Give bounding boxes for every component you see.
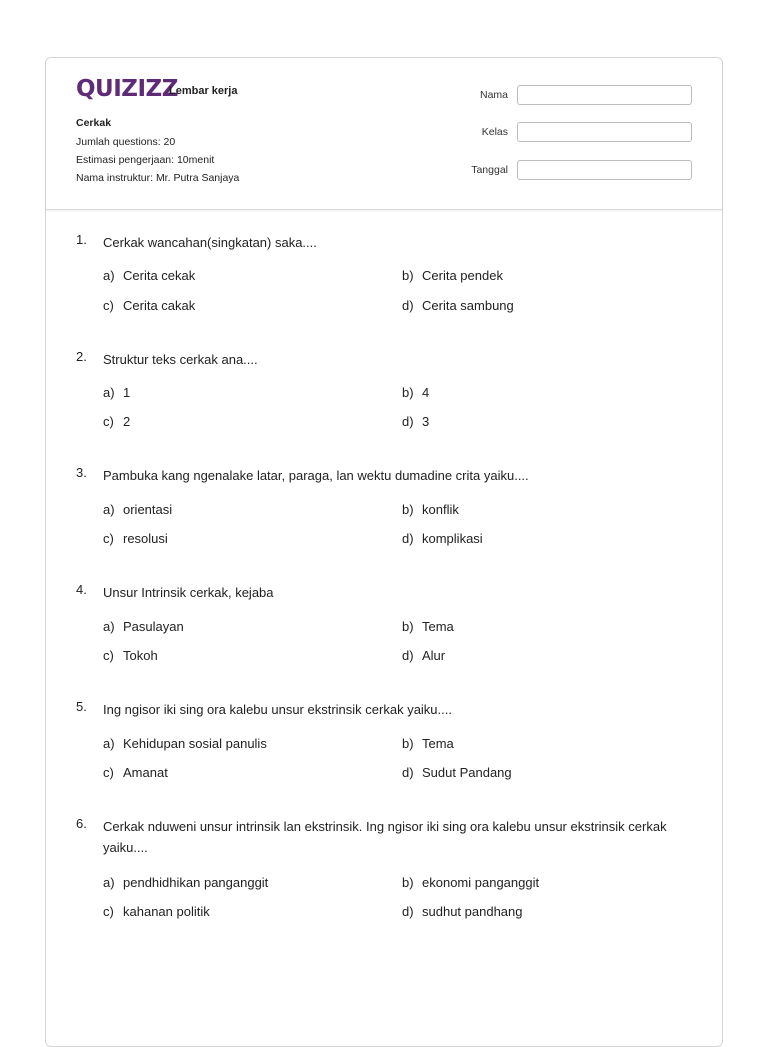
time-estimate: Estimasi pengerjaan: 10menit [76, 154, 215, 166]
instructor-name: Nama instruktur: Mr. Putra Sanjaya [76, 172, 240, 184]
option-c [103, 531, 168, 546]
option-text: sudhut pandhang [422, 904, 523, 919]
option-letter: a) [103, 268, 115, 283]
option-letter: b) [402, 502, 414, 517]
option-letter: d) [402, 765, 414, 780]
option-text: Amanat [123, 765, 168, 780]
option-d [402, 765, 512, 780]
worksheet-header [46, 58, 722, 210]
option-a [103, 875, 268, 890]
option-letter: a) [103, 385, 115, 400]
question-number: 3. [76, 465, 87, 480]
option-b [402, 268, 503, 283]
option-a [103, 736, 267, 751]
option-letter: d) [402, 648, 414, 663]
option-letter: a) [103, 502, 115, 517]
class-label: Kelas [481, 126, 508, 138]
option-text: Alur [422, 648, 446, 663]
option-letter: a) [103, 875, 115, 890]
question-count: Jumlah questions: 20 [76, 136, 176, 148]
option-text: Kehidupan sosial panulis [123, 736, 267, 751]
option-letter: b) [402, 268, 414, 283]
question-text: Cerkak nduweni unsur intrinsik lan ekstrinsik. Ing ngisor iki sing ora kalebu unsur ekstrinsik cerkak yaiku.... [103, 819, 667, 855]
option-text: 1 [123, 385, 131, 400]
question-text: Cerkak wancahan(singkatan) saka.... [103, 235, 317, 250]
option-b [402, 502, 459, 517]
option-text: Sudut Pandang [422, 765, 512, 780]
class-field[interactable] [517, 122, 692, 142]
option-letter: b) [402, 385, 414, 400]
option-letter: b) [402, 875, 414, 890]
option-b [402, 875, 539, 890]
option-letter: c) [103, 904, 114, 919]
option-text: pendhidhikan panganggit [123, 875, 269, 890]
worksheet [45, 57, 723, 1047]
option-letter: b) [402, 736, 414, 751]
option-text: komplikasi [422, 531, 483, 546]
option-letter: d) [402, 298, 414, 313]
question-number: 1. [76, 232, 87, 247]
option-a [103, 268, 195, 283]
question-number: 2. [76, 349, 87, 364]
question-text: Ing ngisor iki sing ora kalebu unsur ekstrinsik cerkak yaiku.... [103, 702, 452, 717]
option-d [402, 648, 445, 663]
option-c [103, 414, 130, 429]
name-field[interactable] [517, 85, 692, 105]
question-number: 5. [76, 699, 87, 714]
option-text: orientasi [123, 502, 173, 517]
option-a [103, 619, 184, 634]
option-text: Tema [422, 736, 454, 751]
option-c [103, 765, 168, 780]
option-text: Cerita pendek [422, 268, 503, 283]
option-d [402, 298, 514, 313]
option-b [402, 619, 454, 634]
option-a [103, 502, 172, 517]
date-label: Tanggal [471, 164, 508, 176]
question-text: Unsur Intrinsik cerkak, kejaba [103, 585, 274, 600]
option-a [103, 385, 130, 400]
option-letter: a) [103, 619, 115, 634]
option-letter: c) [103, 765, 114, 780]
option-text: Cerita sambung [422, 298, 514, 313]
option-text: Cerita cakak [123, 298, 196, 313]
option-c [103, 904, 210, 919]
option-letter: c) [103, 414, 114, 429]
option-letter: d) [402, 414, 414, 429]
option-text: ekonomi panganggit [422, 875, 540, 890]
question-number: 6. [76, 816, 87, 831]
option-text: konflik [422, 502, 459, 517]
option-text: 4 [422, 385, 430, 400]
option-c [103, 648, 158, 663]
option-letter: c) [103, 648, 114, 663]
option-letter: b) [402, 619, 414, 634]
option-text: Tokoh [123, 648, 158, 663]
option-letter: c) [103, 298, 114, 313]
option-d [402, 904, 522, 919]
option-letter: c) [103, 531, 114, 546]
quizizz-logo: QUIZIZZ [76, 76, 178, 102]
sheet-type-label: Lembar kerja [169, 85, 238, 97]
option-text: Pasulayan [123, 619, 184, 634]
option-text: kahanan politik [123, 904, 210, 919]
option-b [402, 736, 454, 751]
name-label: Nama [479, 89, 508, 101]
option-d [402, 414, 429, 429]
option-letter: a) [103, 736, 115, 751]
option-letter: d) [402, 531, 414, 546]
option-letter: d) [402, 904, 414, 919]
worksheet-title: Cerkak [76, 117, 112, 129]
option-text: 3 [422, 414, 430, 429]
date-field[interactable] [517, 160, 692, 180]
question-text: Struktur teks cerkak ana.... [103, 352, 258, 367]
option-text: Tema [422, 619, 454, 634]
option-b [402, 385, 429, 400]
option-d [402, 531, 483, 546]
option-text: resolusi [123, 531, 168, 546]
option-text: 2 [123, 414, 131, 429]
option-c [103, 298, 195, 313]
option-text: Cerita cekak [123, 268, 196, 283]
question-text: Pambuka kang ngenalake latar, paraga, lan wektu dumadine crita yaiku.... [103, 468, 529, 483]
question-number: 4. [76, 582, 87, 597]
